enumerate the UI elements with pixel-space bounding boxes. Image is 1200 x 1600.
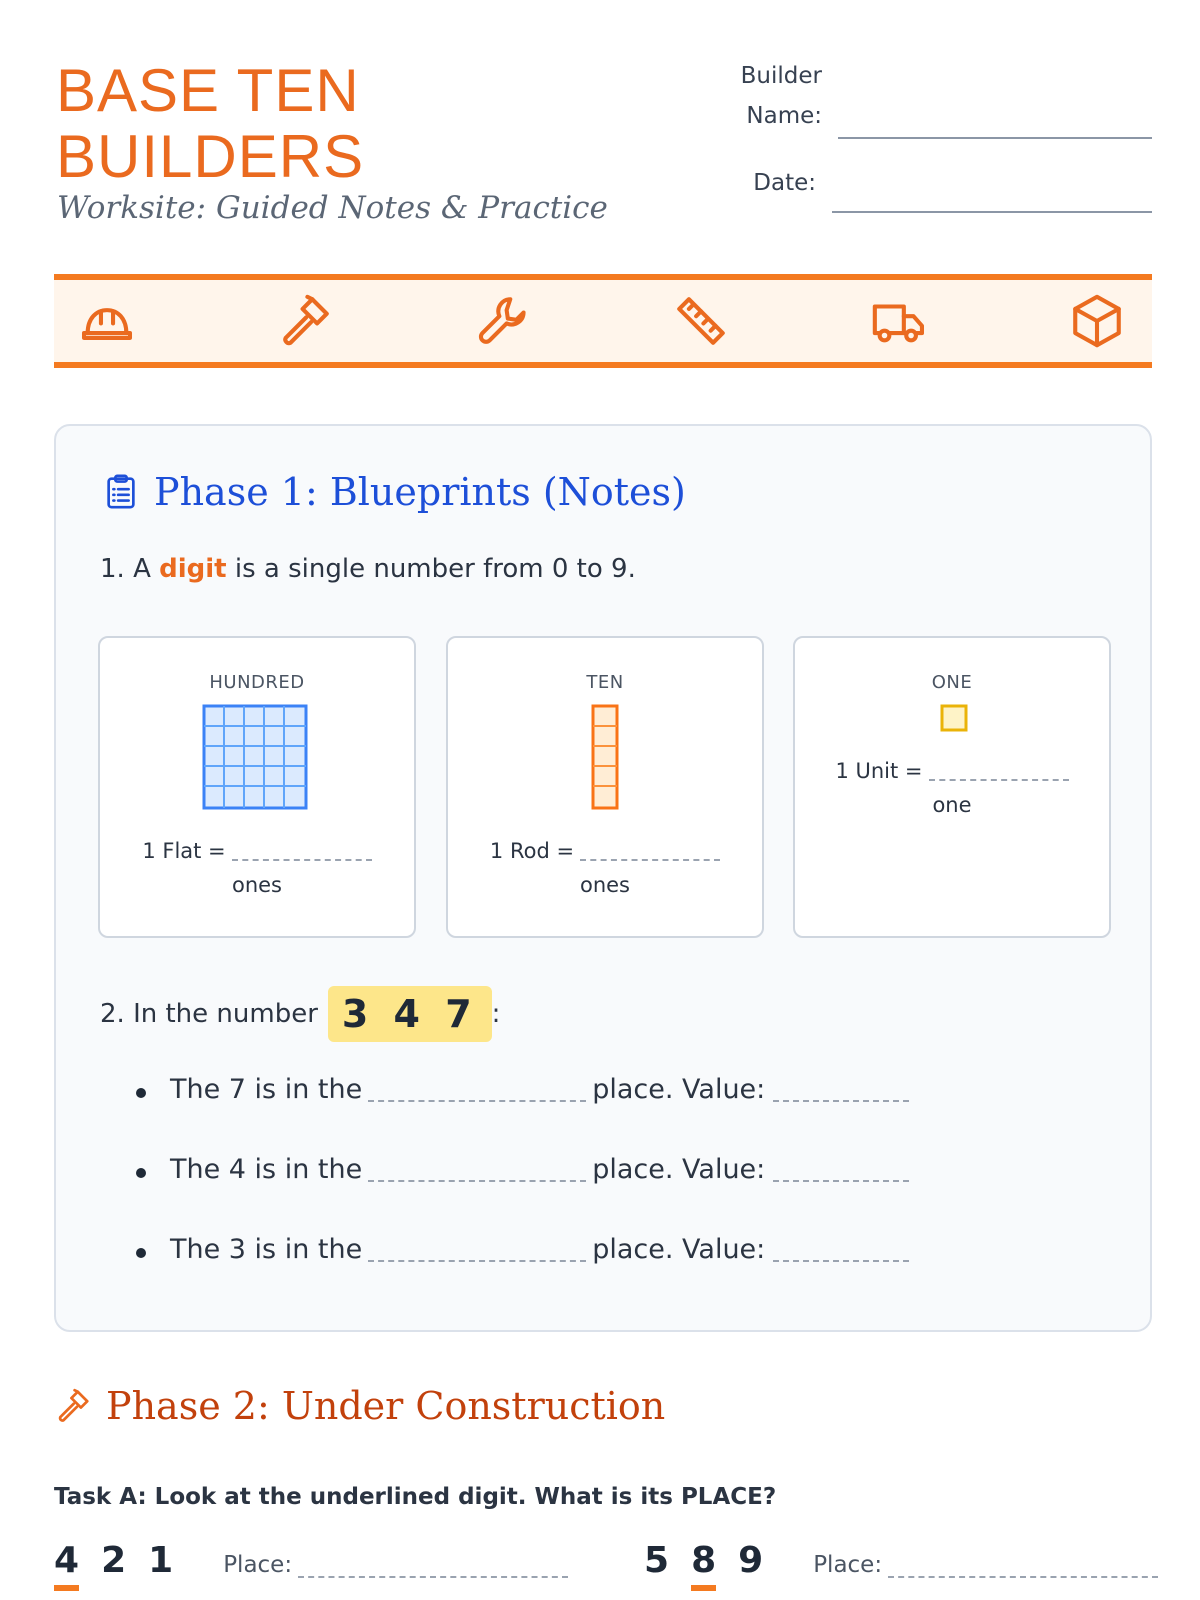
hammer-icon — [276, 292, 334, 350]
place-answer-blank[interactable] — [298, 1554, 568, 1578]
truck-icon — [870, 292, 928, 350]
phase1-heading — [102, 470, 686, 514]
hard-hat-icon — [78, 292, 136, 350]
list-item: The 3 is in the place. Value: — [136, 1234, 909, 1314]
cube-icon — [1068, 292, 1126, 350]
problem-number: 4 2 1 — [54, 1540, 173, 1591]
flat-answer-blank[interactable] — [232, 843, 372, 861]
worksheet-title: BASE TEN BUILDERS — [56, 57, 365, 190]
problem-number: 5 8 9 — [644, 1540, 763, 1591]
flat-unit: ones — [231, 873, 283, 897]
worksheet-subtitle: Worksite: Guided Notes & Practice — [57, 190, 608, 226]
place-label: Place: — [223, 1552, 293, 1578]
one-block-card — [793, 636, 1111, 938]
phase2-title: Phase 2: Under Construction — [106, 1384, 666, 1428]
question-1: 1. A digit is a single number from 0 to 9. — [100, 554, 636, 584]
hundred-flat-icon — [202, 704, 308, 810]
rod-equation: 1 Rod = — [489, 839, 575, 863]
underlined-digit: 8 — [691, 1540, 716, 1591]
ten-rod-icon — [591, 704, 619, 810]
place-blank[interactable] — [368, 1154, 586, 1182]
block-label: ONE — [931, 672, 973, 693]
task-a-instructions: Task A: Look at the underlined digit. What is its PLACE? — [54, 1484, 777, 1510]
place-blank[interactable] — [368, 1074, 586, 1102]
phase1-card — [54, 424, 1152, 1332]
list-item: The 7 is in the place. Value: — [136, 1074, 909, 1154]
clipboard-icon — [102, 473, 140, 511]
problem-2 — [644, 1540, 1158, 1591]
flat-equation: 1 Flat = — [142, 839, 226, 863]
ruler-icon — [672, 292, 730, 350]
value-blank[interactable] — [773, 1154, 909, 1182]
place-label: Place: — [813, 1552, 883, 1578]
builder-name-label: Builder Name: — [740, 63, 822, 129]
place-value-list — [136, 1074, 909, 1314]
phase2-heading — [54, 1384, 665, 1428]
date-label: Date: — [753, 170, 816, 196]
hundred-block-card — [98, 636, 416, 938]
one-unit-icon — [940, 704, 968, 732]
hammer-icon — [54, 1387, 92, 1425]
rod-answer-blank[interactable] — [580, 843, 720, 861]
unit-equation: 1 Unit = — [835, 759, 923, 783]
place-answer-blank[interactable] — [888, 1554, 1158, 1578]
date-field[interactable] — [832, 211, 1152, 213]
list-item: The 4 is in the place. Value: — [136, 1154, 909, 1234]
digit-term: digit — [159, 554, 227, 584]
rod-unit: ones — [579, 873, 631, 897]
block-label: HUNDRED — [209, 672, 305, 693]
unit-answer-blank[interactable] — [929, 763, 1069, 781]
number-chip: 3 4 7 — [328, 986, 492, 1042]
phase1-title: Phase 1: Blueprints (Notes) — [154, 470, 686, 514]
question-2: 2. In the number 3 4 7 : — [100, 986, 500, 1042]
value-blank[interactable] — [773, 1234, 909, 1262]
place-blank[interactable] — [368, 1234, 586, 1262]
block-label: TEN — [586, 672, 624, 693]
tool-icon-band — [54, 274, 1152, 368]
builder-name-field[interactable] — [838, 137, 1152, 139]
unit-unit: one — [932, 793, 972, 817]
ten-block-card — [446, 636, 764, 938]
underlined-digit: 4 — [54, 1540, 79, 1591]
wrench-icon — [474, 292, 532, 350]
value-blank[interactable] — [773, 1074, 909, 1102]
problem-1 — [54, 1540, 568, 1591]
